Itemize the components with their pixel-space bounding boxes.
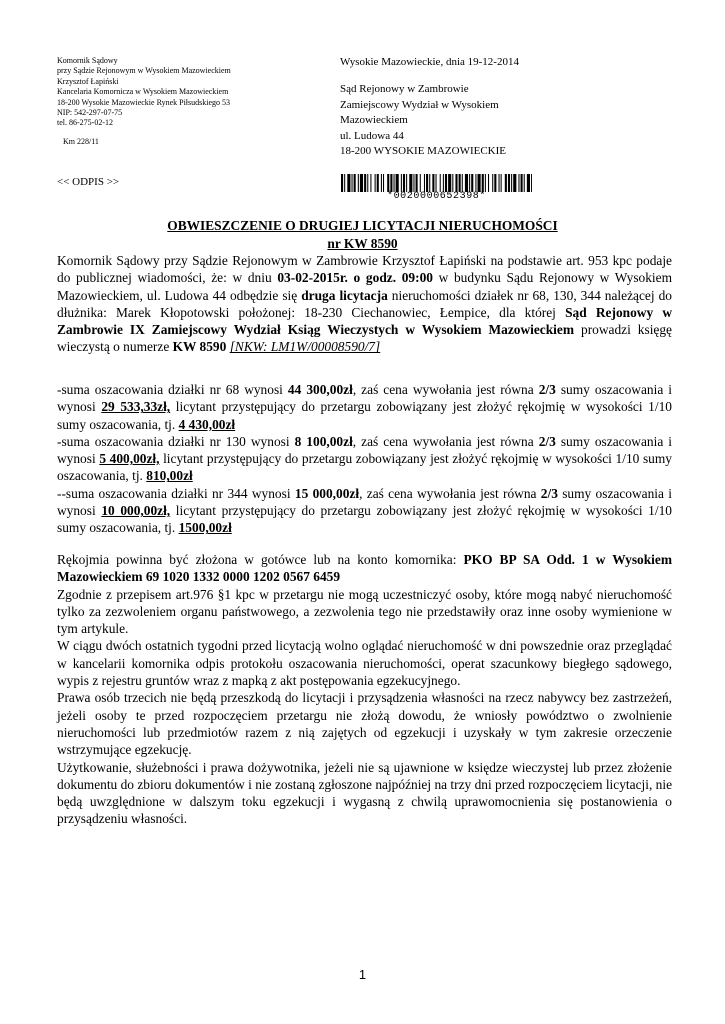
recipient-line: Zamiejscowy Wydział w Wysokiem — [340, 98, 499, 111]
sender-line: 18-200 Wysokie Mazowieckie Rynek Piłsudskiego 53 — [57, 97, 231, 107]
barcode-bar — [513, 174, 516, 192]
barcode-bar — [424, 174, 425, 192]
barcode-bar — [445, 174, 447, 192]
barcode-bar — [440, 174, 441, 192]
deposit-paragraph — [57, 551, 672, 586]
barcode-bar — [354, 174, 356, 192]
plot-deposit: 4 430,00zł — [178, 416, 236, 432]
barcode-bar — [406, 174, 407, 192]
plot-text: -suma oszacowania działki nr 130 wynosi — [57, 433, 295, 449]
sender-line: NIP: 542-297-07-75 — [57, 108, 123, 118]
kw-number: KW 8590 — [172, 339, 227, 355]
plot-fraction: 2/3 — [538, 433, 556, 449]
intro-text: nieruchomości działek nr 68, 130, 344 należącej do dłużnika: Marek Kłopotowski położonej: 18-230 Ciechanowiec, Łempice, dla której — [57, 287, 672, 320]
plot-valuation — [57, 485, 672, 537]
plot-text: licytant przystępujący do przetargu zobowiązany jest złożyć rękojmię w wysokości 1/10 sumy oszacowania, tj. — [57, 503, 672, 536]
recipient-address — [340, 82, 506, 160]
sender-line: Krzysztof Łapiński — [57, 76, 119, 86]
plot-estimate: 15 000,00zł — [294, 485, 360, 501]
barcode-bar — [471, 174, 473, 192]
barcode — [341, 174, 532, 202]
barcode-bar — [403, 174, 405, 192]
barcode-bar — [352, 174, 353, 192]
barcode-bar — [492, 174, 493, 192]
legal-paragraph: Zgodnie z przepisem art.976 §1 kpc w przetargu nie mogą uczestniczyć osoby, które mogą nabyć nieruchomość tylko za zezwoleniem organu państwowego, a zezwolenia tego nie przedstawiły oraz inne osoby wymienione w tym artykule. — [57, 586, 672, 637]
bank-account: PKO BP SA Odd. 1 w Wysokiem Mazowieckiem 69 1020 1332 0000 1202 0567 6459 — [57, 552, 672, 585]
barcode-bar — [387, 174, 389, 192]
barcode-bar — [347, 174, 350, 192]
barcode-bar — [443, 174, 444, 192]
plot-estimate: 44 300,00zł — [287, 382, 353, 397]
plot-call-price: 5 400,00zł, — [99, 451, 160, 467]
barcode-bar — [394, 174, 395, 192]
barcode-bar — [452, 174, 453, 192]
sender-line: Kancelaria Komornicza w Wysokiem Mazowieckiem — [57, 87, 229, 97]
page-number: 1 — [358, 967, 367, 982]
plot-estimate: 8 100,00zł — [294, 433, 353, 449]
barcode-bar — [501, 174, 502, 192]
barcode-bar — [375, 174, 376, 192]
plot-call-price: 10 000,00zł, — [101, 503, 171, 519]
barcode-bar — [364, 174, 366, 192]
barcode-bar — [527, 174, 530, 192]
court-name: Sąd Rejonowy w Zambrowie IX Zamiejscowy Wydział Ksiąg Wieczystych w Wysokiem Mazowieckiem — [57, 304, 673, 338]
plot-call-price: 29 533,33zł, — [101, 399, 171, 415]
barcode-bar — [508, 174, 510, 192]
barcode-bar — [377, 174, 379, 192]
barcode-bar — [429, 174, 430, 192]
copy-mark: << ODPIS >> — [57, 176, 120, 188]
recipient-line: Sąd Rejonowy w Zambrowie — [340, 83, 469, 95]
barcode-bar — [531, 174, 532, 192]
plot-text: sumy oszacowania i wynosi — [57, 433, 673, 467]
barcode-bar — [396, 174, 399, 192]
barcode-bar — [370, 174, 371, 192]
recipient-line: Mazowieckiem — [340, 114, 408, 126]
barcode-bar — [505, 174, 507, 192]
barcode-bar — [459, 174, 461, 192]
legal-paragraph: Prawa osób trzecich nie będą przeszkodą do licytacji i przysądzenia własności na rzecz nabywcy bez zastrzeżeń, jeżeli osoby te przed rozpoczęciem przetargu nie złożą dowodu, że wniosły powództwo o zwolnienie nieruchomości lub przedmiotów razem z nią zajętych od egzekucji i uzyskały w tym zakresie orzeczenie wstrzymujące egzekucję. — [57, 690, 672, 758]
barcode-bar — [482, 174, 484, 192]
sender-line: przy Sądzie Rejonowym w Wysokiem Mazowieckiem — [57, 66, 231, 76]
legal-section — [57, 551, 672, 828]
barcode-bar — [494, 174, 496, 192]
intro-text: prowadzi księgę wieczystą o numerze — [57, 322, 673, 355]
plot-text: , zaś cena wywołania jest równa — [352, 433, 539, 449]
plot-valuations — [57, 381, 672, 537]
plot-deposit: 1500,00zł — [178, 520, 232, 536]
barcode-bar — [341, 174, 343, 192]
place-date: Wysokie Mazowieckie, dnia 19-12-2014 — [340, 56, 519, 68]
plot-text: -suma oszacowania działki nr 68 wynosi — [57, 382, 288, 397]
recipient-line: ul. Ludowa 44 — [340, 129, 404, 142]
barcode-bar — [390, 174, 392, 192]
barcode-bar — [499, 174, 500, 192]
barcode-bar — [455, 174, 457, 192]
barcode-bar — [485, 174, 486, 192]
barcode-bar — [420, 174, 421, 192]
barcode-bar — [367, 174, 368, 192]
case-number: Km 228/11 — [63, 137, 99, 146]
intro-paragraph — [57, 252, 672, 356]
recipient-line: 18-200 WYSOKIE MAZOWIECKIE — [340, 145, 506, 157]
plot-text: , zaś cena wywołania jest równa — [352, 382, 539, 397]
auction-datetime: 03-02-2015r. o godz. 09:00 — [277, 270, 433, 286]
barcode-bar — [358, 174, 359, 192]
barcode-bar — [426, 174, 428, 192]
barcode-text: *0020000652398* — [386, 191, 486, 202]
barcode-bar — [432, 174, 434, 192]
barcode-bar — [475, 174, 476, 192]
land-register-number: nr KW 8590 — [327, 236, 398, 251]
plot-valuation — [57, 381, 672, 433]
barcode-bar — [462, 174, 463, 192]
barcode-bar — [383, 174, 384, 192]
deposit-text: Rękojmia powinna być złożona w gotówce lub na konto komornika: — [57, 552, 464, 567]
barcode-bar — [511, 174, 512, 192]
barcode-bar — [360, 174, 363, 192]
sender-line: Komornik Sądowy — [57, 56, 118, 65]
barcode-bar — [524, 174, 525, 192]
barcode-bar — [401, 174, 402, 192]
plot-valuation — [57, 433, 672, 485]
barcode-bar — [416, 174, 418, 192]
barcode-bar — [488, 174, 489, 192]
sender-block — [57, 56, 231, 129]
plot-fraction: 2/3 — [538, 382, 556, 397]
plot-deposit: 810,00zł — [146, 468, 193, 484]
plot-text: sumy oszacowania i wynosi — [57, 485, 673, 519]
barcode-bar — [448, 174, 451, 192]
plot-text: , zaś cena wywołania jest równa — [359, 485, 541, 501]
plot-fraction: 2/3 — [540, 485, 558, 501]
plot-text: --suma oszacowania działki nr 344 wynosi — [57, 485, 295, 501]
barcode-bar — [518, 174, 519, 192]
intro-text: Komornik Sądowy przy Sądzie Rejonowym w Zambrowie Krzysztof Łapiński na podstawie art. 953 kpc podaje do publicznej wiadomości, że: w dniu — [57, 253, 672, 286]
barcode-bars — [341, 174, 532, 192]
legal-paragraph: Użytkowanie, służebności i prawa dożywotnika, jeżeli nie są ujawnione w księdze wieczystej lub przez złożenie dokumentu do zbioru dokumentów i nie zostaną zgłoszone najpóźniej na trzy dni przed rozpoczęciem licytacji, nie będą uwzględnione w dalszym toku egzekucji i wygasną z chwilą uprawomocnienia się postanowienia o przysądzeniu własności. — [57, 759, 673, 827]
barcode-bar — [344, 174, 345, 192]
barcode-bar — [469, 174, 470, 192]
plot-text: sumy oszacowania i wynosi — [57, 382, 673, 415]
barcode-bar — [478, 174, 481, 192]
auction-type: druga licytacja — [301, 287, 388, 303]
plot-text: licytant przystępujący do przetargu zobowiązany jest złożyć rękojmię w wysokości 1/10 sumy oszacowania, tj. — [57, 451, 672, 484]
barcode-bar — [409, 174, 412, 192]
intro-text: w budynku Sądu Rejonowy w Wysokiem Mazowieckiem, ul. Ludowa 44 odbędzie się — [57, 270, 672, 303]
barcode-bar — [436, 174, 437, 192]
document-title: OBWIESZCZENIE O DRUGIEJ LICYTACJI NIERUCHOMOŚCI — [167, 218, 558, 233]
barcode-bar — [465, 174, 468, 192]
barcode-bar — [381, 174, 382, 192]
legal-paragraph: W ciągu dwóch ostatnich tygodni przed licytacją wolno oglądać nieruchomość w dni powszednie oraz przeglądać w kancelarii komornika odpis protokołu oszacowania nieruchomości, operat szacunkowy biegłego sądowego, wypis z rejestru gruntów wraz z mapką z akt postępowania egzekucyjnego. — [57, 638, 672, 689]
barcode-bar — [413, 174, 414, 192]
plot-text: licytant przystępujący do przetargu zobowiązany jest złożyć rękojmię w wysokości 1/10 sumy oszacowania, tj. — [57, 399, 672, 432]
barcode-bar — [521, 174, 523, 192]
sender-line: tel. 86-275-02-12 — [57, 118, 113, 128]
nkw-number: [NKW: LM1W/00008590/7] — [229, 339, 381, 355]
